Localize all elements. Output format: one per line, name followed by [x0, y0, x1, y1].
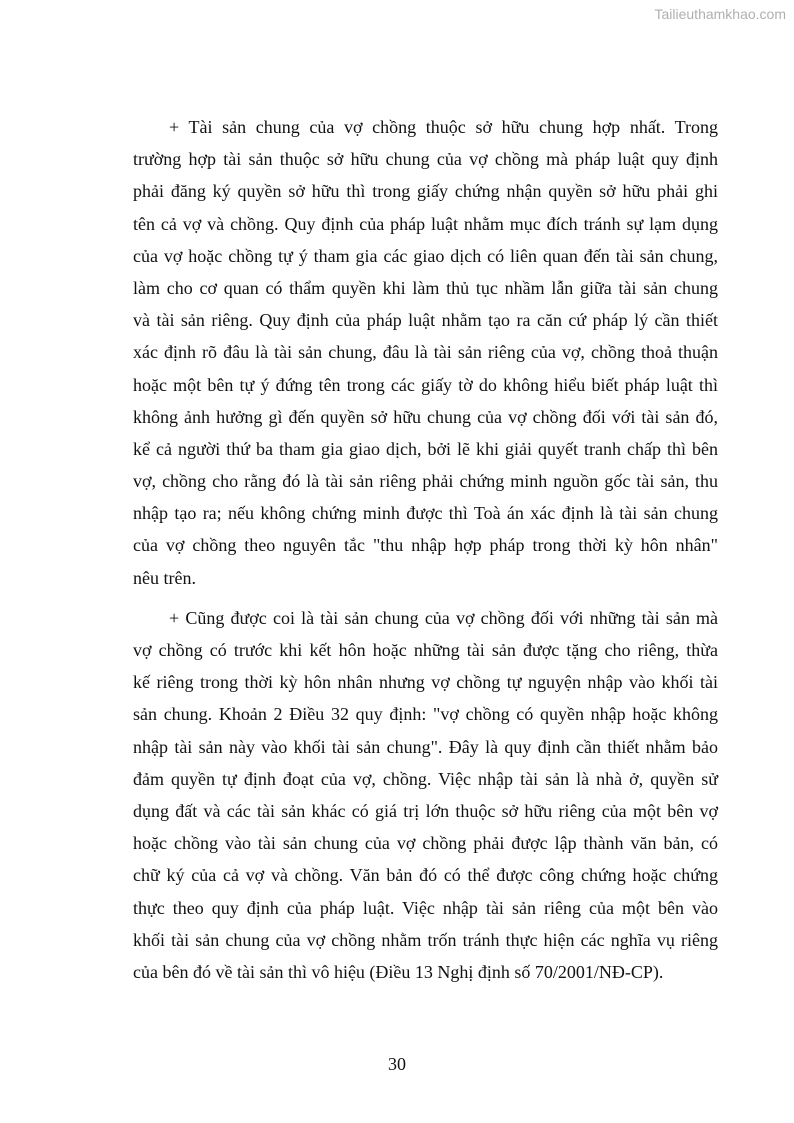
text-line: làm cho cơ quan có thẩm quyền khi làm thủ tục nhầm lẫn giữa tài sản chung	[133, 277, 718, 298]
text-line: kế riêng trong thời kỳ hôn nhân nhưng vợ chồng tự nguyện nhập vào khối tài	[133, 672, 718, 693]
text-line: kể cả người thứ ba tham gia giao dịch, bởi lẽ khi giải quyết tranh chấp thì bên	[133, 438, 718, 459]
text-line: của vợ hoặc chồng tự ý tham gia các giao dịch có liên quan đến tài sản chung,	[133, 245, 718, 266]
text-line: và tài sản riêng. Quy định của pháp luật nhằm tạo ra căn cứ pháp lý cần thiết	[133, 310, 718, 331]
paragraph-spacer	[133, 594, 718, 602]
text-line: sản chung. Khoản 2 Điều 32 quy định: "vợ chồng có quyền nhập hoặc không	[133, 704, 718, 725]
text-line: phải đăng ký quyền sở hữu thì trong giấy chứng nhận quyền sở hữu phải ghi	[133, 181, 718, 202]
text-line: thực theo quy định của pháp luật. Việc nhập tài sản riêng của một bên vào	[133, 897, 718, 918]
paragraph	[133, 111, 718, 594]
paragraph	[133, 602, 718, 988]
text-line: nhập tài sản này vào khối tài sản chung". Đây là quy định cần thiết nhằm bảo	[133, 736, 718, 757]
text-line: tên cả vợ và chồng. Quy định của pháp luật nhằm mục đích tránh sự lạm dụng	[133, 213, 718, 234]
page-number: 30	[388, 1054, 406, 1074]
text-line: đảm quyền tự định đoạt của vợ, chồng. Việc nhập tài sản là nhà ở, quyền sử	[133, 768, 718, 789]
text-line: không ảnh hưởng gì đến quyền sở hữu chung của vợ chồng đối với tài sản đó,	[133, 406, 718, 427]
text-line: + Cũng được coi là tài sản chung của vợ chồng đối với những tài sản mà	[169, 607, 718, 628]
text-line: + Tài sản chung của vợ chồng thuộc sở hữu chung hợp nhất. Trong	[169, 117, 718, 137]
text-line: hoặc chồng vào tài sản chung của vợ chồng phải được lập thành văn bản, có	[133, 833, 718, 854]
text-line: của vợ chồng theo nguyên tắc "thu nhập hợp pháp trong thời kỳ hôn nhân"	[133, 535, 718, 556]
text-line: xác định rõ đâu là tài sản chung, đâu là tài sản riêng của vợ, chồng thoả thuận	[133, 342, 718, 363]
text-line: chữ ký của cả vợ và chồng. Văn bản đó có thể được công chứng hoặc chứng	[133, 865, 718, 886]
text-line: trường hợp tài sản thuộc sở hữu chung của vợ chồng mà pháp luật quy định	[133, 149, 718, 170]
text-line: nêu trên.	[133, 567, 196, 588]
text-line: vợ chồng có trước khi kết hôn hoặc những tài sản được tặng cho riêng, thừa	[133, 640, 718, 660]
text-line: khối tài sản chung của vợ chồng nhằm trốn tránh thực hiện các nghĩa vụ riêng	[133, 929, 718, 950]
text-line: nhập tạo ra; nếu không chứng minh được thì Toà án xác định là tài sản chung	[133, 503, 718, 524]
text-line: hoặc một bên tự ý đứng tên trong các giấy tờ do không hiểu biết pháp luật thì	[133, 374, 718, 395]
site-watermark: Tailieuthamkhao.com	[654, 6, 786, 22]
text-line: vợ, chồng cho rằng đó là tài sản riêng phải chứng minh nguồn gốc tài sản, thu	[133, 471, 718, 492]
text-line: dụng đất và các tài sản khác có giá trị lớn thuộc sở hữu riêng của một bên vợ	[133, 800, 718, 821]
text-line: của bên đó về tài sản thì vô hiệu (Điều 13 Nghị định số 70/2001/NĐ-CP).	[133, 961, 664, 982]
document-body	[133, 111, 718, 988]
